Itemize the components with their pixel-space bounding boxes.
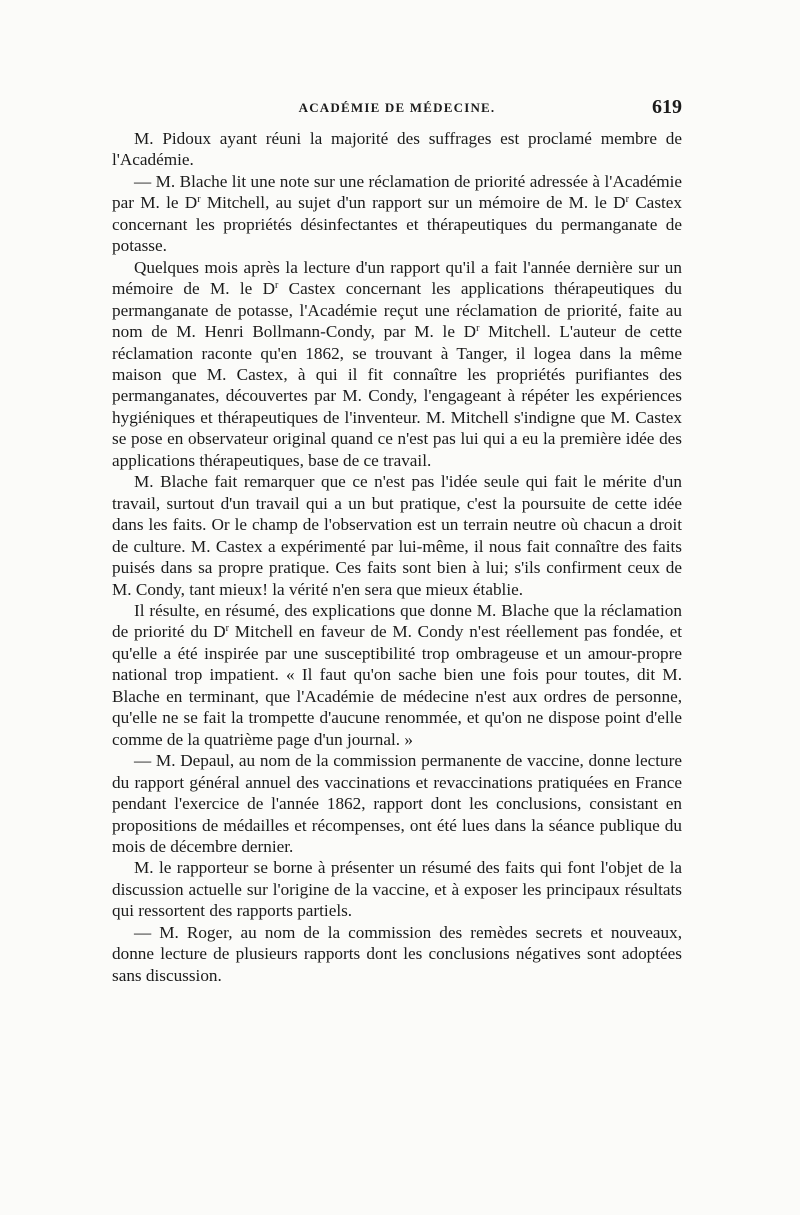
paragraph: — M. Blache lit une note sur une réclamation de priorité adressée à l'Académie par M. le $D^r$ Mitchell, au sujet d'un rapport sur un mémoire de M. le $D^r$ Castex concernant les propriétés désinfectantes et thérapeutiques du permanganate de potasse.: [112, 171, 683, 256]
paragraph: — M. Depaul, au nom de la commission permanente de vaccine, donne lecture du rapport général annuel des vaccinations et revaccinations pratiquées en France pendant l'exercice de l'année 1862, rapport dont les conclusions, consistant en propositions de médailles et récompenses, ont été lues dans la séance publique du mois de décembre dernier.: [112, 751, 682, 856]
running-head: [112, 96, 682, 124]
paragraph: M. Pidoux ayant réuni la majorité des suffrages est proclamé membre de l'Académie.: [112, 129, 682, 170]
body-text: [112, 128, 682, 986]
paragraph: M. le rapporteur se borne à présenter un résumé des faits qui font l'objet de la discussion actuelle sur l'origine de la vaccine, et à exposer les principaux résultats qui ressortent des rapports partiels.: [112, 858, 682, 921]
paragraph: M. Blache fait remarquer que ce n'est pas l'idée seule qui fait le mérite d'un travail, surtout d'un travail qui a un but pratique, c'est la poursuite de cette idée dans les faits. Or le champ de l'observation est un terrain neutre où chacun a droit de culture. M. Castex a expérimenté par lui-même, il nous fait connaître des faits puisés dans sa propre pratique. Ces faits sont bien à lui; s'ils confirment ceux de M. Condy, tant mieux! la vérité n'en sera que mieux établie.: [112, 472, 682, 599]
running-title: ACADÉMIE DE MÉDECINE.: [298, 100, 496, 115]
paragraph: — M. Roger, au nom de la commission des remèdes secrets et nouveaux, donne lecture de plusieurs rapports dont les conclusions négatives sont adoptées sans discussion.: [112, 922, 682, 985]
paragraph: Quelques mois après la lecture d'un rapport qu'il a fait l'année dernière sur un mémoire de M. le $D^r$ Castex concernant les applications thérapeutiques du permanganate de potasse, l'Académie reçut une réclamation de priorité, faite au nom de M. Henri Bollmann-Condy, par M. le $D^r$ Mitchell. L'auteur de cette réclamation raconte qu'en 1862, se trouvant à Tanger, il logea dans la même maison que M. Castex, à qui il fit connaître les propriétés purifiantes des permanganates, découvertes par M. Condy, l'engageant à répéter les expériences hygiéniques et thérapeutiques de l'inventeur. M. Mitchell s'indigne que M. Castex se pose en observateur original quand ce n'est pas lui qui a eu la première idée des applications thérapeutiques, base de ce travail.: [112, 257, 683, 470]
paragraph: Il résulte, en résumé, des explications que donne M. Blache que la réclamation de priorité du $D^r$ Mitchell en faveur de M. Condy n'est réellement pas fondée, et qu'elle a été inspirée par une susceptibilité trop ombrageuse et un amour-propre national trop impatient. « Il faut qu'on sache bien une fois pour toutes, dit M. Blache en terminant, que l'Académie de médecine n'est aux ordres de personne, qu'elle ne se fait la trompette d'aucune renommée, et qu'on ne dispose point d'elle comme de la quatrième page d'un journal. »: [112, 600, 682, 749]
page-number: 619: [652, 96, 682, 118]
